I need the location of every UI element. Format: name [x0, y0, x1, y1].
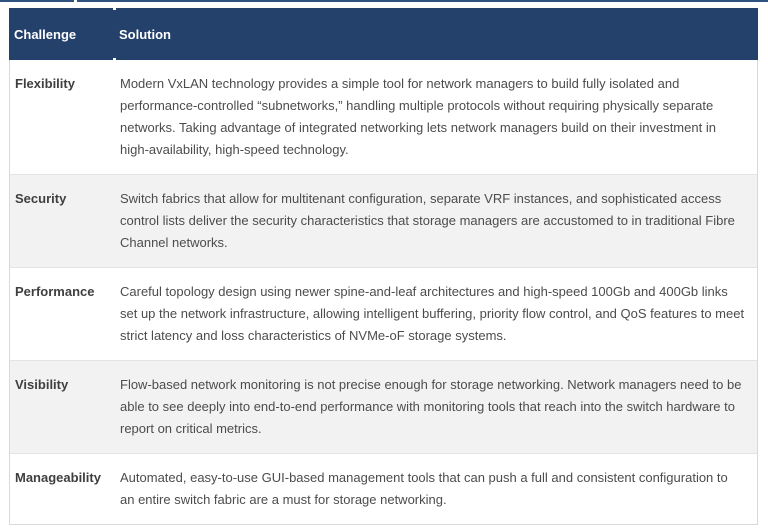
- challenge-cell: Flexibility: [15, 76, 75, 91]
- table-body: [9, 60, 758, 525]
- solution-cell: Careful topology design using newer spine-and-leaf architectures and high-speed 100Gb and 400Gb links set up the network infrastructure, allowing intelligent buffering, priority flow control, and QoS features to meet strict latency and loss characteristics of NVMe-oF storage systems.: [120, 284, 745, 343]
- solution-cell: Modern VxLAN technology provides a simple tool for network managers to build fully isolated and performance-controlled “subnetworks,” handling multiple protocols without requiring physically separate networks. Taking advantage of integrated networking lets network managers build on their investment in high-availability, high-speed technology.: [120, 76, 716, 157]
- table-row: [10, 60, 757, 174]
- column-header-solution: Solution: [119, 26, 171, 42]
- column-header-challenge: Challenge: [14, 26, 77, 42]
- challenge-cell: Security: [15, 191, 67, 206]
- challenge-solution-table: [9, 8, 758, 525]
- table-header-row: [9, 8, 758, 60]
- solution-cell: Automated, easy-to-use GUI-based management tools that can push a full and consistent configuration to an entire switch fabric are a must for storage networking.: [120, 470, 728, 507]
- solution-cell: Switch fabrics that allow for multitenant configuration, separate VRF instances, and sophisticated access control lists deliver the security characteristics that storage managers are accustomed to in traditional Fibre Channel networks.: [120, 191, 735, 250]
- solution-cell: Flow-based network monitoring is not precise enough for storage networking. Network managers need to be able to see deeply into end-to-end performance with monitoring tools that reach into the switch hardware to report on critical metrics.: [120, 377, 742, 436]
- challenge-cell: Visibility: [15, 377, 69, 392]
- table-row: [10, 267, 757, 360]
- top-rule-right: [77, 0, 768, 2]
- challenge-cell: Performance: [15, 284, 95, 299]
- challenge-cell: Manageability: [15, 470, 101, 485]
- top-rule-left: [0, 0, 74, 2]
- table-row: [10, 360, 757, 453]
- table-row: [10, 174, 757, 267]
- table-row: [10, 453, 757, 524]
